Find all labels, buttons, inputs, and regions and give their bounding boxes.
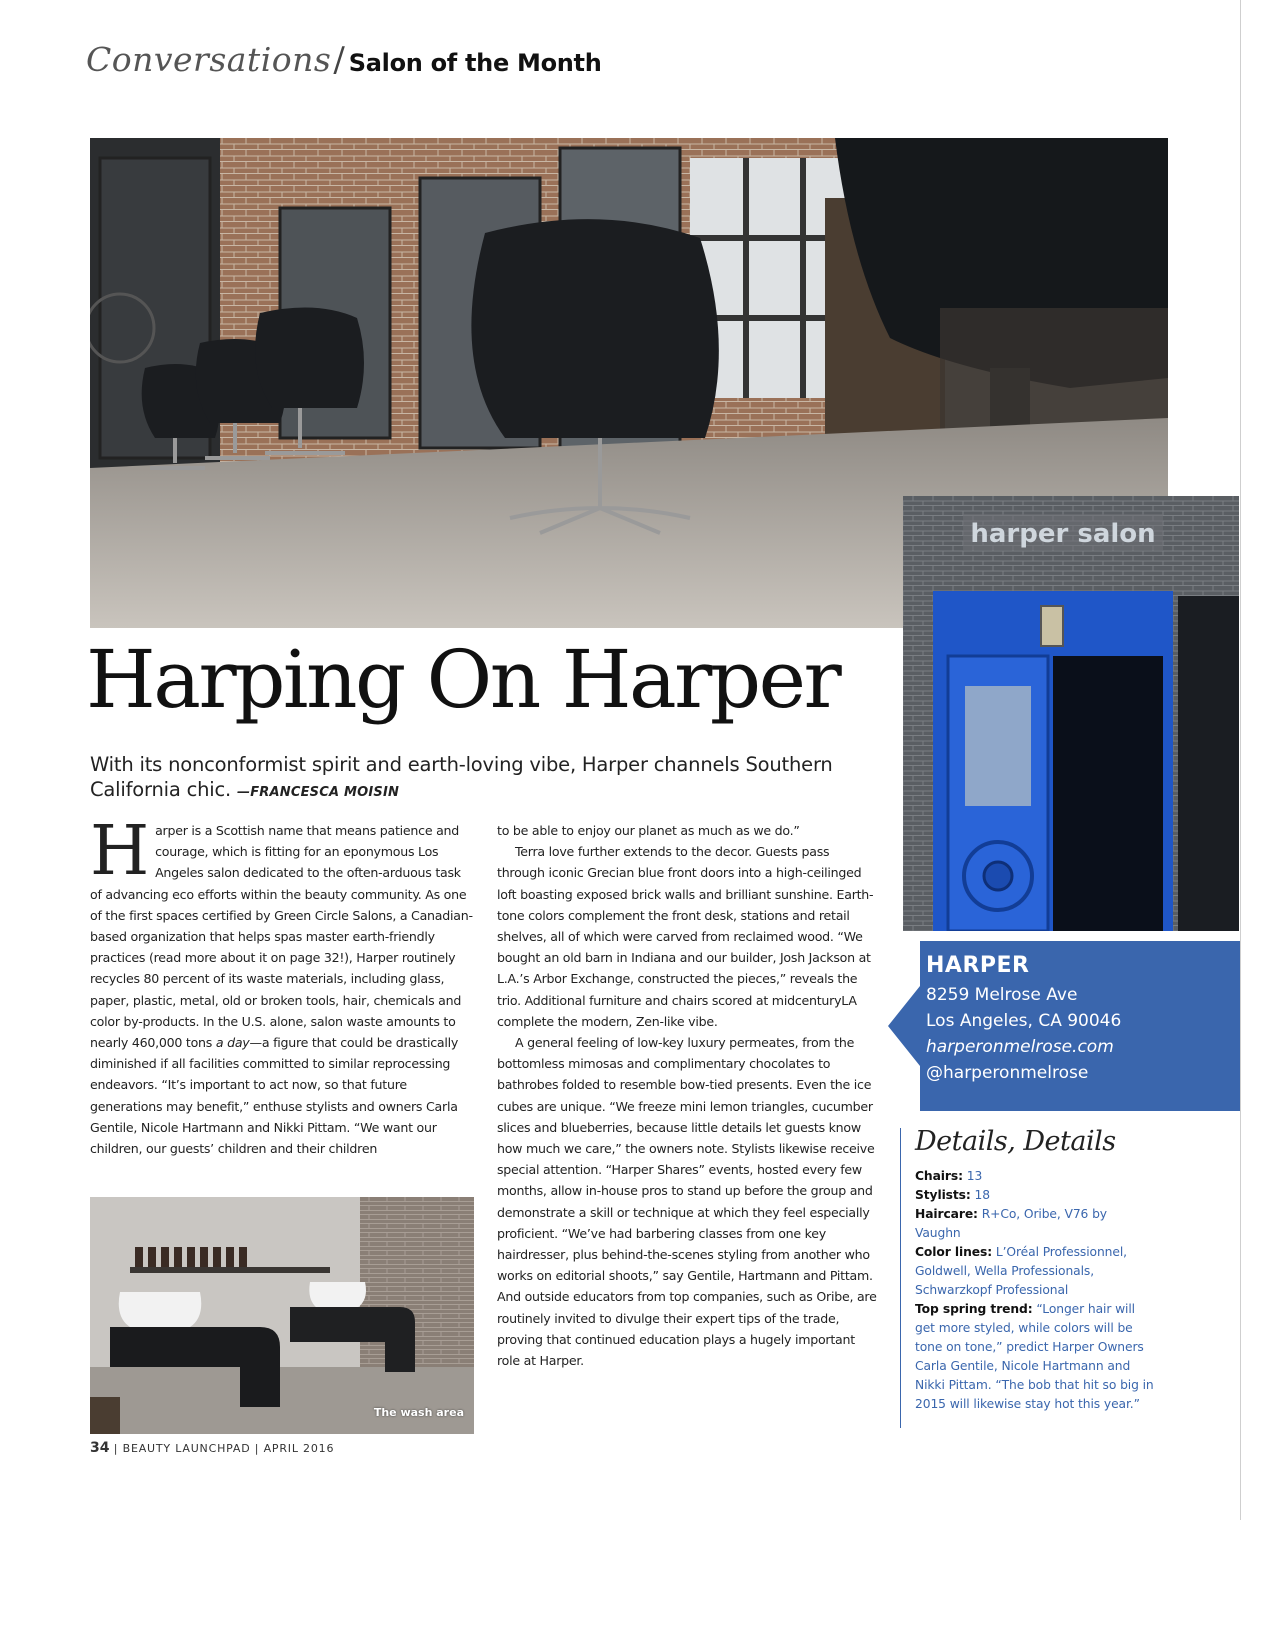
salon-social-handle[interactable]: @harperonmelrose	[926, 1063, 1089, 1083]
article-deck	[90, 752, 890, 805]
detail-stylists: Stylists: 18	[915, 1188, 990, 1202]
wash-area-illustration	[90, 1197, 474, 1434]
page-number: 34	[90, 1440, 110, 1456]
details-title: Details, Details	[915, 1126, 1116, 1157]
detail-haircare: Haircare: R+Co, Oribe, V76 by Vaughn	[915, 1207, 1107, 1240]
detail-chairs: Chairs: 13	[915, 1169, 983, 1183]
author-byline: —FRANCESCA MOISIN	[237, 785, 400, 800]
details-sidebar	[900, 1128, 1155, 1428]
wash-area-photo	[90, 1197, 474, 1434]
body-column-1	[90, 812, 476, 1159]
article-headline: Harping On Harper	[86, 633, 840, 726]
body-paragraph: Terra love further extends to the decor. Guests pass through iconic Grecian blue front doors into a high-ceilinged loft boasting exposed brick walls and brilliant sunshine. Earth-tone colors complement the front desk, stations and retail shelves, all of which were carved from reclaimed wood. “We bought an old barn in Indiana and our builder, Josh Jackson at L.A.’s Arbor Exchange, constructed the pieces,” reveals the trio. Additional furniture and chairs scored at midcenturyLA complete the modern, Zen-like vibe.	[497, 844, 874, 1029]
salon-name: HARPER	[926, 953, 1030, 978]
salon-website-link[interactable]: harperonmelrose.com	[926, 1037, 1114, 1057]
body-paragraph: to be able to enjoy our planet as much as we do.”	[497, 823, 800, 838]
section-title: Salon of the Month	[348, 49, 602, 77]
wash-caption: The wash area	[373, 1406, 464, 1419]
salon-info-box	[888, 941, 1240, 1111]
footer-separator: |	[254, 1442, 260, 1455]
body-paragraph: A general feeling of low-key luxury permeates, from the bottomless mimosas and complimentary chocolates to bathrobes folded to resemble bow-tied presents. Even the ice cubes are unique. “We freeze mini lemon triangles, cucumber slices and blueberries, because little details let guests know how much we care,” the owners note. Stylists likewise receive special attention. “Harper Shares” events, hosted every few months, allow in-house pros to stand up before the group and demonstrate a skill or technique at which they feel especially proficient. “We’ve had barbering classes from one key hairdresser, plus behind-the-scenes styling from another who works on editorial shoots,” say Gentile, Hartmann and Pittam. And outside educators from top companies, such as Oribe, are routinely invited to divulge their expert tips of the trade, proving that continued education plays a hugely important role at Harper.	[497, 1035, 877, 1369]
blue-door-photo	[903, 496, 1239, 931]
page-edge-rule	[1240, 0, 1241, 1520]
salon-city: Los Angeles, CA 90046	[926, 1011, 1122, 1031]
body-text: arper is a Scottish name that means patience and courage, which is fitting for an eponymous Los Angeles salon dedicated to the often-arduous task of advancing eco efforts within the beauty community. As one of the first spaces certified by Green Circle Salons, a Canadian-based organization that helps spas master earth-friendly practices (read more about it on page 32!), Harper routinely recycles 80 percent of its waste materials, including glass, paper, plastic, metal, old or broken tools, hair, chemicals and color by-products. In the U.S. alone, salon waste amounts to nearly 460,000 tons	[90, 823, 473, 1051]
issue-date: APRIL 2016	[263, 1442, 335, 1455]
body-paragraph	[90, 812, 476, 1159]
publication-name: BEAUTY LAUNCHPAD	[122, 1442, 251, 1455]
section-name: Conversations	[86, 40, 332, 79]
detail-color-lines: Color lines: L’Oréal Professionnel, Goldwell, Wella Professionals, Schwarzkopf Professional	[915, 1245, 1127, 1297]
body-text: —a figure that could be drastically diminished if all facilities committed to similar reprocessing endeavors. “It’s important to act now, so that future generations may benefit,” enthuse stylists and owners Carla Gentile, Nicole Hartmann and Nikki Pittam. “We want our children, our guests’ children and their children	[90, 1035, 459, 1157]
info-box-content	[926, 953, 1246, 1086]
header-separator: /	[333, 40, 345, 80]
body-text-italic: a day	[215, 1035, 250, 1051]
page-footer	[90, 1440, 334, 1456]
salon-street: 8259 Melrose Ave	[926, 985, 1078, 1005]
deck-text: With its nonconformist spirit and earth-loving vibe, Harper channels Southern California chic.	[90, 753, 833, 801]
section-header	[86, 40, 602, 90]
harper-sign-text: harper salon	[970, 519, 1156, 549]
drop-cap: H	[90, 812, 150, 891]
detail-top-spring-trend: Top spring trend: “Longer hair will get more styled, while colors will be tone on tone,” predict Harper Owners Carla Gentile, Nicole Hartmann and Nikki Pittam. “The bob that hit so big in 2015 will likewise stay hot this year.”	[915, 1302, 1154, 1411]
body-column-2	[497, 820, 880, 1371]
blue-door-illustration	[903, 496, 1239, 931]
footer-separator: |	[113, 1442, 119, 1455]
